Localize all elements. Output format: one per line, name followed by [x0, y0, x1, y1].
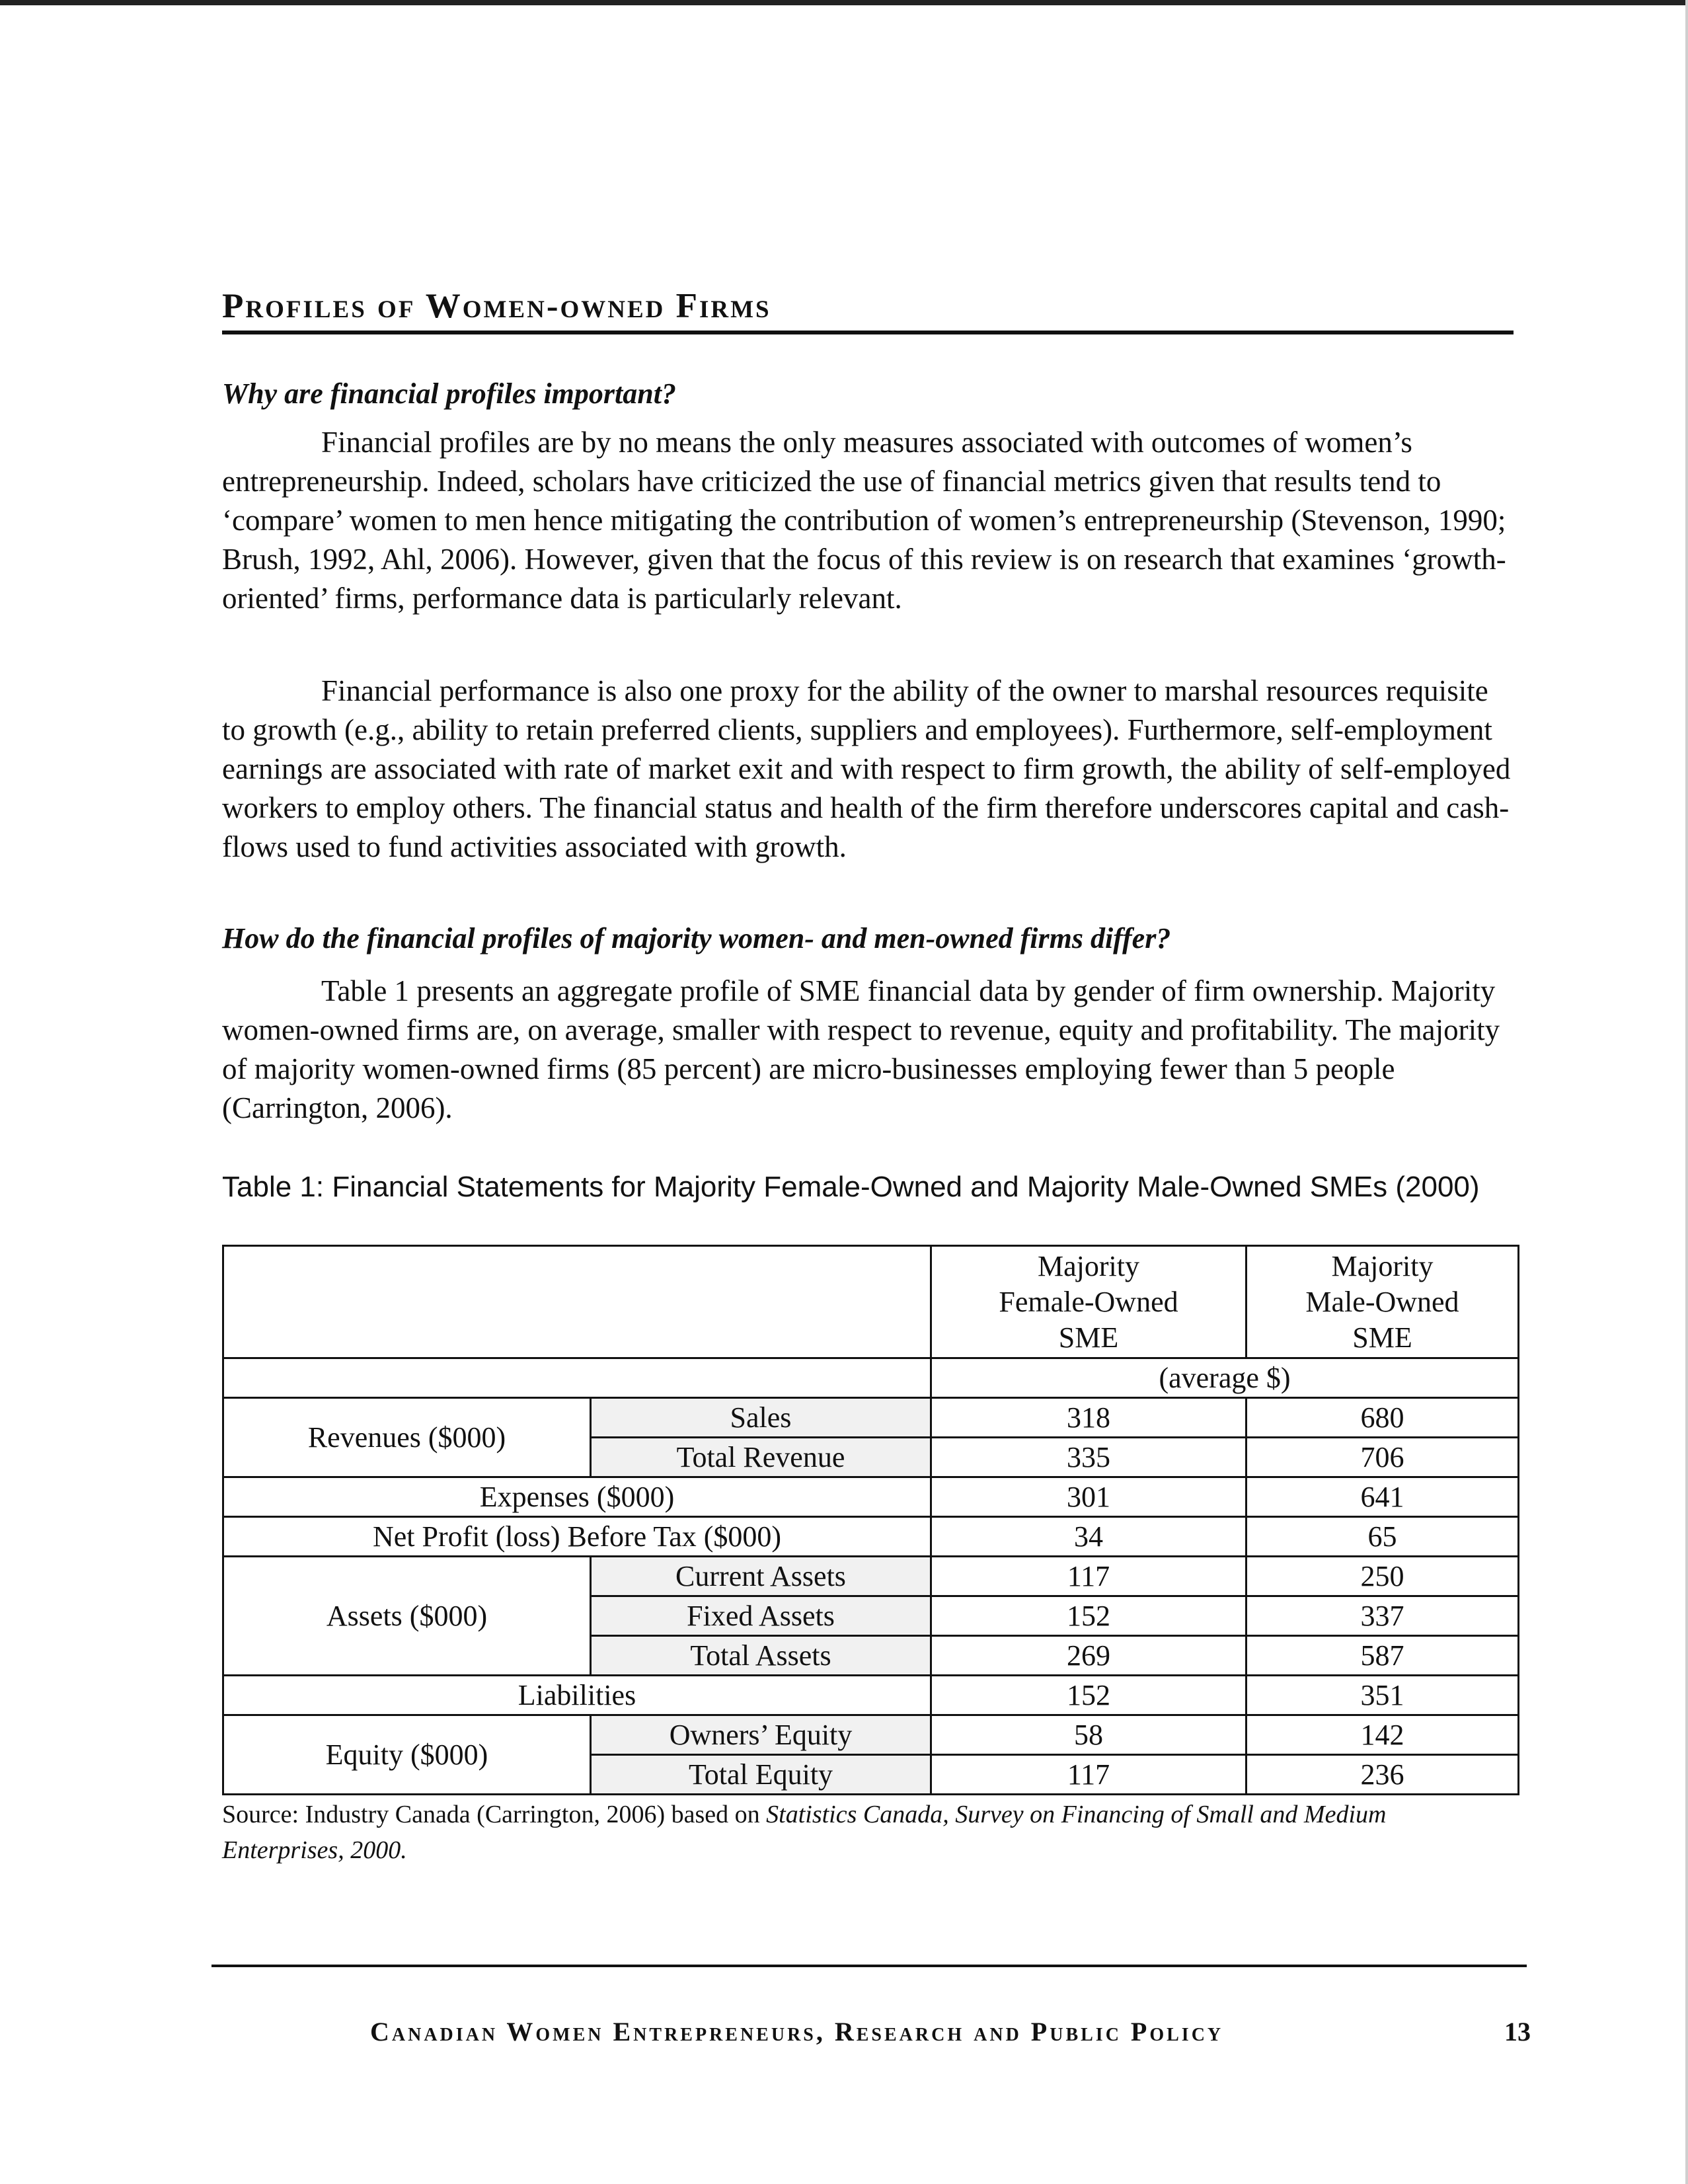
financial-statements-table — [222, 1245, 1519, 1795]
sales-label: Sales — [591, 1398, 931, 1438]
page-number: 13 — [1504, 2017, 1531, 2047]
net-profit-label: Net Profit (loss) Before Tax ($000) — [223, 1517, 931, 1557]
header-male-owned: Majority Male-Owned SME — [1247, 1246, 1519, 1358]
paragraph-3: Table 1 presents an aggregate profile of SME financial data by gender of firm ownership. Majority women-owned firms are, on average, smaller with respect to revenue, equity and profitability. The majority of majority women-owned firms (85 percent) are micro-businesses employing fewer than 5 people (Carrington, 2006). — [222, 974, 1500, 1124]
expenses-label: Expenses ($000) — [223, 1477, 931, 1517]
total-revenue-label: Total Revenue — [591, 1438, 931, 1477]
fixed-assets-female: 152 — [931, 1596, 1247, 1636]
table-row — [223, 1398, 1519, 1438]
current-assets-female: 117 — [931, 1557, 1247, 1596]
liabilities-label: Liabilities — [223, 1676, 931, 1715]
total-assets-male: 587 — [1247, 1636, 1519, 1676]
expenses-male: 641 — [1247, 1477, 1519, 1517]
fixed-assets-male: 337 — [1247, 1596, 1519, 1636]
total-equity-female: 117 — [931, 1755, 1247, 1795]
table-row — [223, 1676, 1519, 1715]
table-row — [223, 1715, 1519, 1755]
total-equity-male: 236 — [1247, 1755, 1519, 1795]
footer-title: Canadian Women Entrepreneurs, Research and Public Policy — [370, 2017, 1224, 2047]
total-revenue-female: 335 — [931, 1438, 1247, 1477]
equity-label: Equity ($000) — [223, 1715, 591, 1795]
section-title: Profiles of Women-owned Firms — [222, 283, 1514, 334]
current-assets-male: 250 — [1247, 1557, 1519, 1596]
sales-male: 680 — [1247, 1398, 1519, 1438]
liabilities-female: 152 — [931, 1676, 1247, 1715]
table-unit-row — [223, 1358, 1519, 1398]
liabilities-male: 351 — [1247, 1676, 1519, 1715]
scan-edge-top — [0, 0, 1688, 5]
table-row — [223, 1557, 1519, 1596]
scan-edge-right — [1685, 0, 1688, 2184]
table-row — [223, 1477, 1519, 1517]
blank-header-cell — [223, 1246, 931, 1358]
net-profit-male: 65 — [1247, 1517, 1519, 1557]
total-assets-female: 269 — [931, 1636, 1247, 1676]
paragraph-1: Financial profiles are by no means the only measures associated with outcomes of women’s entrepreneurship. Indeed, scholars have criticized the use of financial metrics given that results tend to ‘compare’ women to men hence mitigating the contribution of women’s entrepreneurship (Stevenson, 1990; Brush, 1992, Ahl, 2006). However, given that the focus of this review is on research that examines ‘growth-oriented’ firms, performance data is particularly relevant. — [222, 426, 1506, 615]
table-row — [223, 1517, 1519, 1557]
sales-female: 318 — [931, 1398, 1247, 1438]
source-reference: Statistics Canada, Survey on Financing of Small and Medium Enterprises, 2000. — [222, 1801, 1387, 1864]
footer-rule — [211, 1965, 1527, 1967]
header-female-owned: Majority Female-Owned SME — [931, 1246, 1247, 1358]
total-equity-label: Total Equity — [591, 1755, 931, 1795]
revenues-label: Revenues ($000) — [223, 1398, 591, 1477]
paragraph-2: Financial performance is also one proxy for the ability of the owner to marshal resources requisite to growth (e.g., ability to retain preferred clients, suppliers and employees). Furthermore, self-employment earnings are associated with rate of market exit and with respect to firm growth, the ability of self-employed workers to employ others. The financial status and health of the firm therefore underscores capital and cash-flows used to fund activities associated with growth. — [222, 674, 1511, 863]
blank-unit-cell — [223, 1358, 931, 1398]
assets-label: Assets ($000) — [223, 1557, 591, 1676]
question-heading-2: How do the financial profiles of majority women- and men-owned firms differ? — [222, 922, 1171, 955]
owners-equity-label: Owners’ Equity — [591, 1715, 931, 1755]
question-heading-1: Why are financial profiles important? — [222, 377, 676, 410]
current-assets-label: Current Assets — [591, 1557, 931, 1596]
expenses-female: 301 — [931, 1477, 1247, 1517]
source-prefix: Source: Industry Canada (Carrington, 2006) based on — [222, 1801, 760, 1828]
unit-label: (average $) — [931, 1358, 1519, 1398]
owners-equity-female: 58 — [931, 1715, 1247, 1755]
table-header-row — [223, 1246, 1519, 1358]
fixed-assets-label: Fixed Assets — [591, 1596, 931, 1636]
total-assets-label: Total Assets — [591, 1636, 931, 1676]
owners-equity-male: 142 — [1247, 1715, 1519, 1755]
total-revenue-male: 706 — [1247, 1438, 1519, 1477]
net-profit-female: 34 — [931, 1517, 1247, 1557]
table-caption: Table 1: Financial Statements for Majority Female-Owned and Majority Male-Owned SMEs (2000) — [222, 1171, 1480, 1203]
table-source-note — [222, 1797, 1511, 1868]
